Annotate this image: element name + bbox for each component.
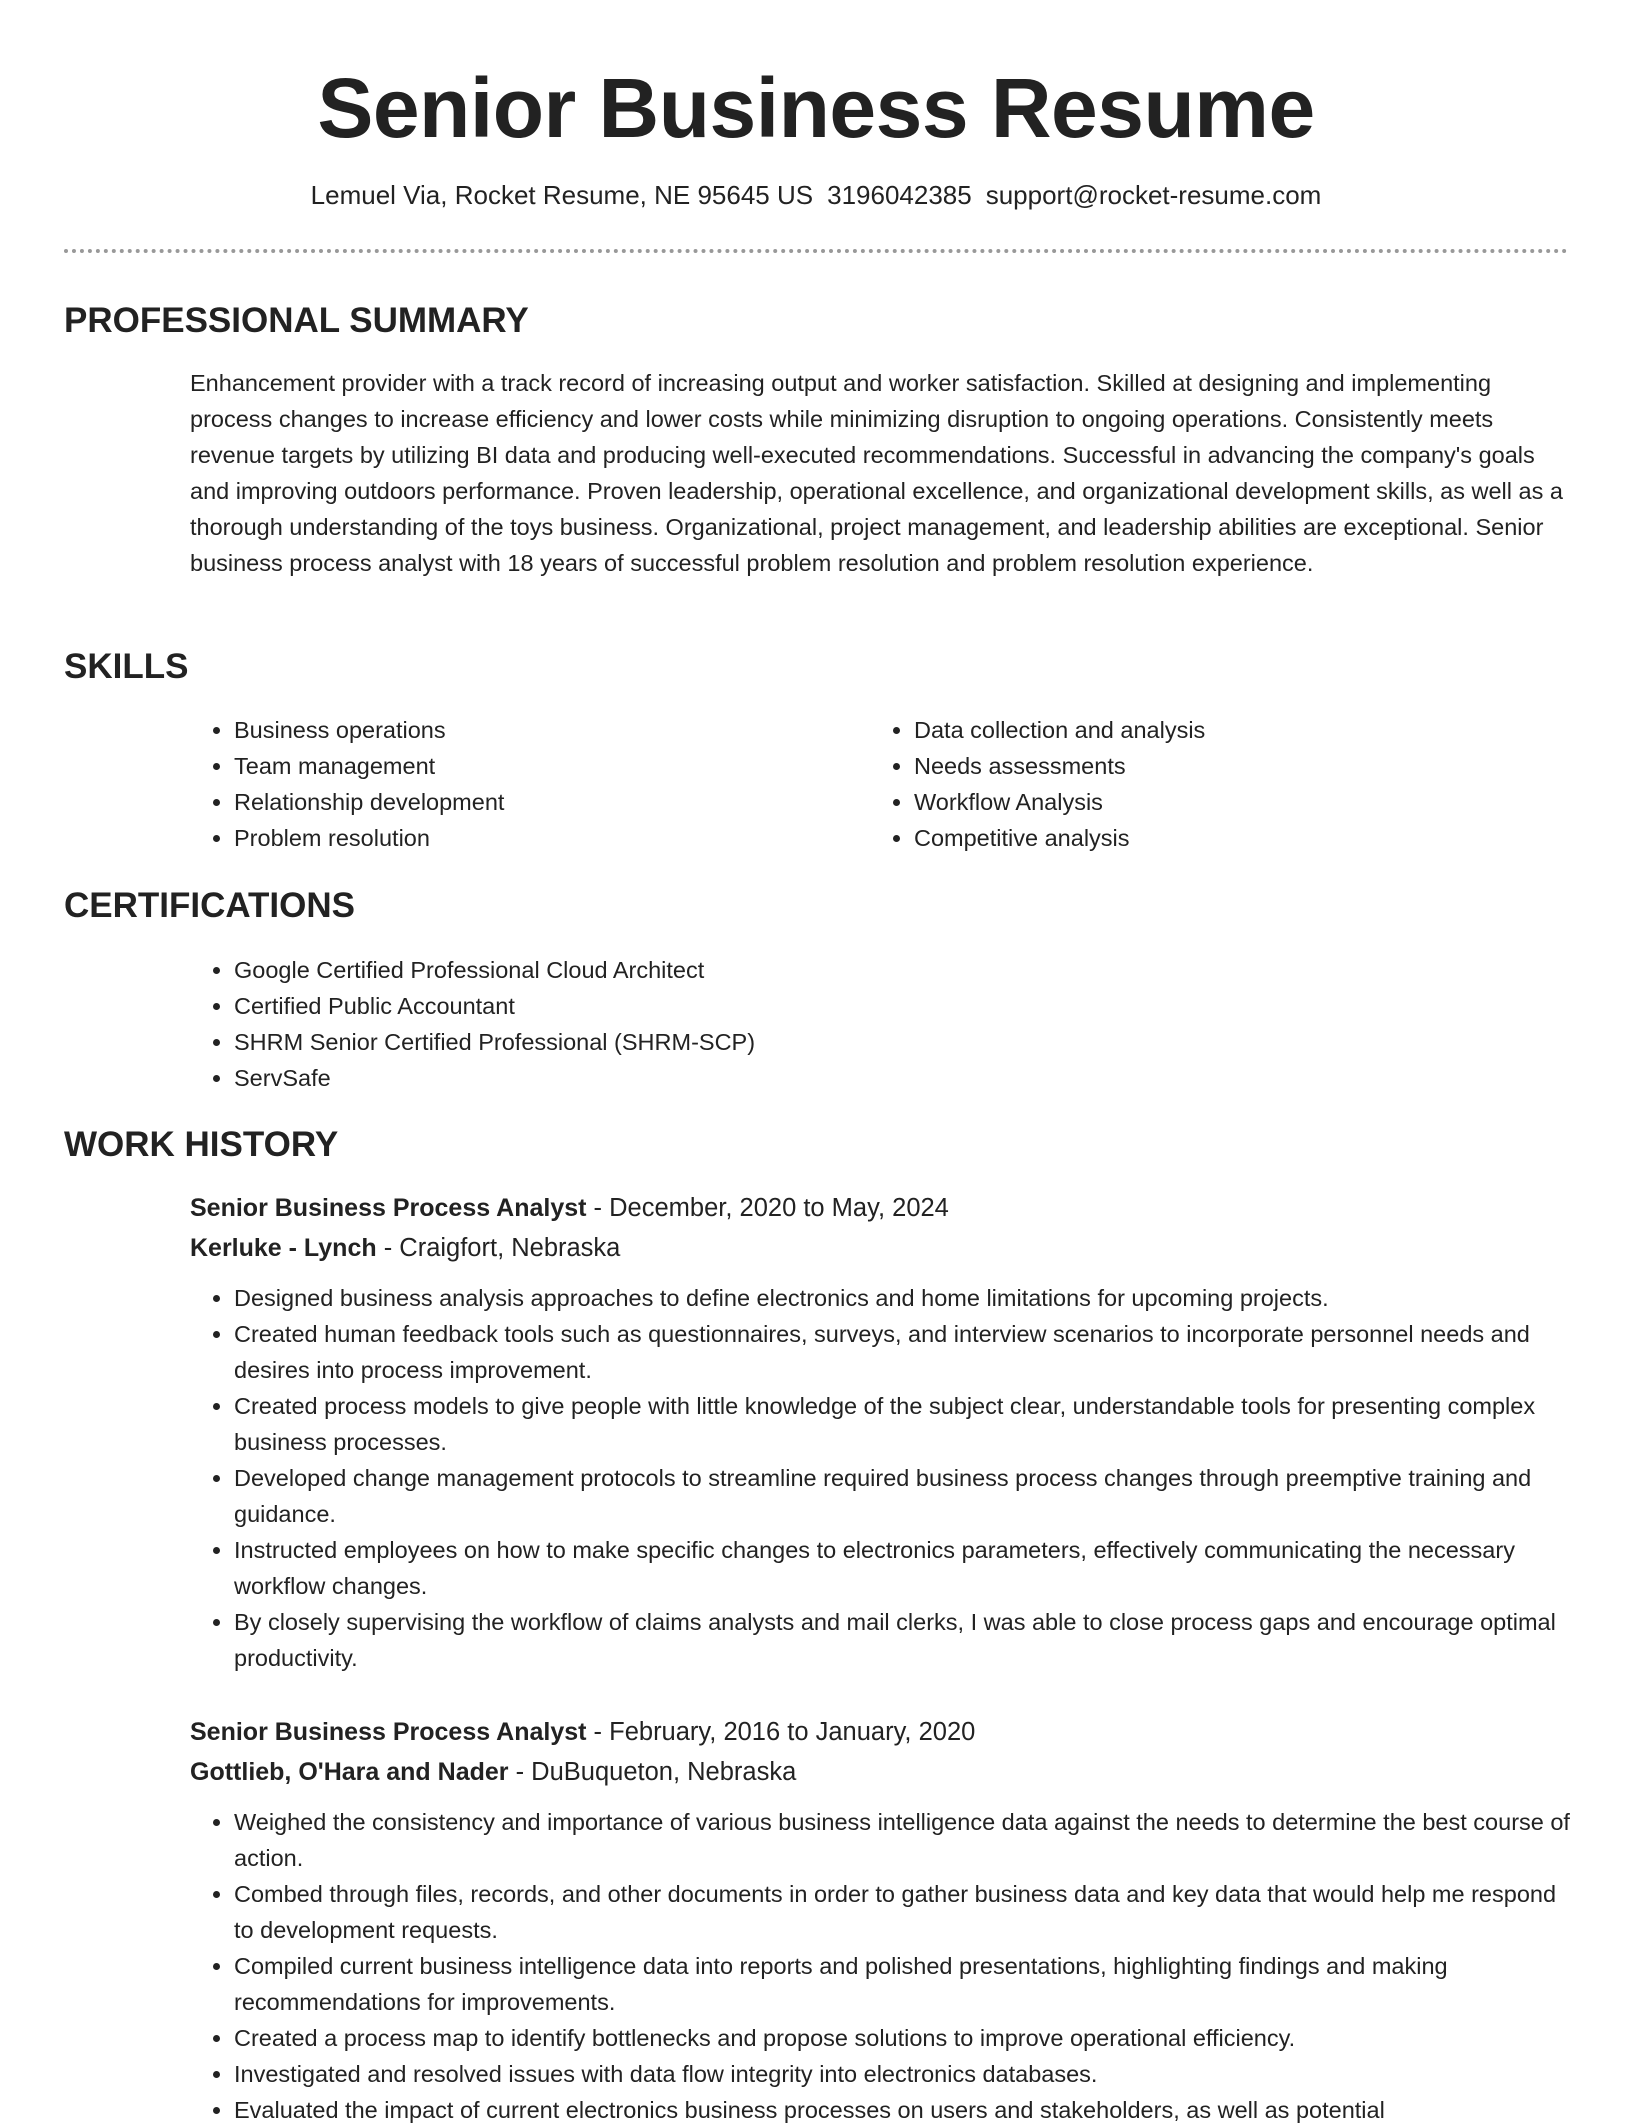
job-bullet: • Combed through files, records, and other documents in order to gather business data and key data that would help me respond to development requests. (234, 1876, 1570, 1948)
job-bullet: • Weighed the consistency and importance of various business intelligence data against the needs to determine the best course of action. (234, 1804, 1570, 1876)
skill-item: • Competitive analysis (914, 820, 1550, 856)
certification-item: • ServSafe (234, 1060, 1570, 1096)
job-bullet: • Created human feedback tools such as questionnaires, surveys, and interview scenarios to incorporate personnel needs and desires into process improvement. (234, 1316, 1570, 1388)
summary-text: Enhancement provider with a track record of increasing output and worker satisfaction. Skilled at designing and implementing process changes to increase efficiency and lower costs while minimizing disruption to ongoing operations. Consistently meets revenue targets by utilizing BI data and producing well-executed recommendations. Successful in advancing the company's goals and improving outdoors performance. Proven leadership, operational excellence, and organizational development skills, as well as a thorough understanding of the toys business. Organizational, project management, and leadership abilities are exceptional. Senior business process analyst with 18 years of successful problem resolution and problem resolution experience. (190, 370, 1563, 576)
job-bullet: • Developed change management protocols to streamline required business process changes through preemptive training and guidance. (234, 1460, 1570, 1532)
job-location: - Craigfort, Nebraska (376, 1234, 621, 1262)
skill-item: • Data collection and analysis (914, 712, 1550, 748)
contact-email: support@rocket-resume.com (985, 180, 1322, 210)
job-company: Kerluke - Lynch (190, 1234, 377, 1262)
job-bullet: • Compiled current business intelligence data into reports and polished presentations, highlighting findings and making recommendations for improvements. (234, 1948, 1570, 2020)
certification-item: • Certified Public Accountant (234, 988, 1570, 1024)
job-bullets (190, 1804, 1570, 2128)
skills-column-right (870, 712, 1550, 856)
contact-line (64, 180, 1568, 210)
job-bullet: • Instructed employees on how to make specific changes to electronics parameters, effectively communicating the necessary workflow changes. (234, 1532, 1570, 1604)
resume-title: Senior Business Resume (317, 61, 1315, 155)
work-history-heading: WORK HISTORY (64, 1125, 339, 1164)
certification-item: • Google Certified Professional Cloud Architect (234, 952, 1570, 988)
skill-item: • Business operations (234, 712, 870, 748)
skill-item: • Problem resolution (234, 820, 870, 856)
job-location: - DuBuqueton, Nebraska (508, 1758, 797, 1786)
job-bullet: • Created process models to give people with little knowledge of the subject clear, understandable tools for presenting complex business processes. (234, 1388, 1570, 1460)
job-company-line (190, 1228, 1570, 1268)
skills-list (190, 712, 1570, 856)
job-company: Gottlieb, O'Hara and Nader (190, 1758, 509, 1786)
job-bullet: • Evaluated the impact of current electronics business processes on users and stakeholders, as well as potential (234, 2092, 1570, 2128)
skill-item: • Needs assessments (914, 748, 1550, 784)
job-bullet: • Investigated and resolved issues with data flow integrity into electronics databases. (234, 2056, 1570, 2092)
skill-item: • Relationship development (234, 784, 870, 820)
job-bullets (190, 1280, 1570, 1676)
job-dates: - December, 2020 to May, 2024 (586, 1194, 949, 1222)
skills-column-left (190, 712, 870, 856)
summary-section (190, 365, 1570, 581)
header-divider (64, 249, 1568, 253)
certifications-list (190, 952, 1570, 1096)
job-bullet: • By closely supervising the workflow of claims analysts and mail clerks, I was able to close process gaps and encourage optimal productivity. (234, 1604, 1570, 1676)
contact-phone: 3196042385 (827, 180, 972, 210)
certifications-heading: CERTIFICATIONS (64, 886, 356, 925)
skill-item: • Team management (234, 748, 870, 784)
job-company-line (190, 1752, 1570, 1792)
job-bullet: • Created a process map to identify bottlenecks and propose solutions to improve operational efficiency. (234, 2020, 1570, 2056)
contact-address: Lemuel Via, Rocket Resume, NE 95645 US (310, 180, 814, 210)
job-entry (190, 1712, 1570, 2128)
job-entry (190, 1188, 1570, 1676)
skills-heading: SKILLS (64, 647, 189, 686)
job-title: Senior Business Process Analyst (190, 1194, 587, 1222)
job-title-line (190, 1712, 1570, 1752)
job-bullet: • Designed business analysis approaches to define electronics and home limitations for upcoming projects. (234, 1280, 1570, 1316)
skill-item: • Workflow Analysis (914, 784, 1550, 820)
job-title: Senior Business Process Analyst (190, 1718, 587, 1746)
summary-heading: PROFESSIONAL SUMMARY (64, 301, 529, 340)
job-dates: - February, 2016 to January, 2020 (586, 1718, 976, 1746)
job-title-line (190, 1188, 1570, 1228)
certification-item: • SHRM Senior Certified Professional (SHRM-SCP) (234, 1024, 1570, 1060)
resume-page (64, 0, 1570, 2123)
